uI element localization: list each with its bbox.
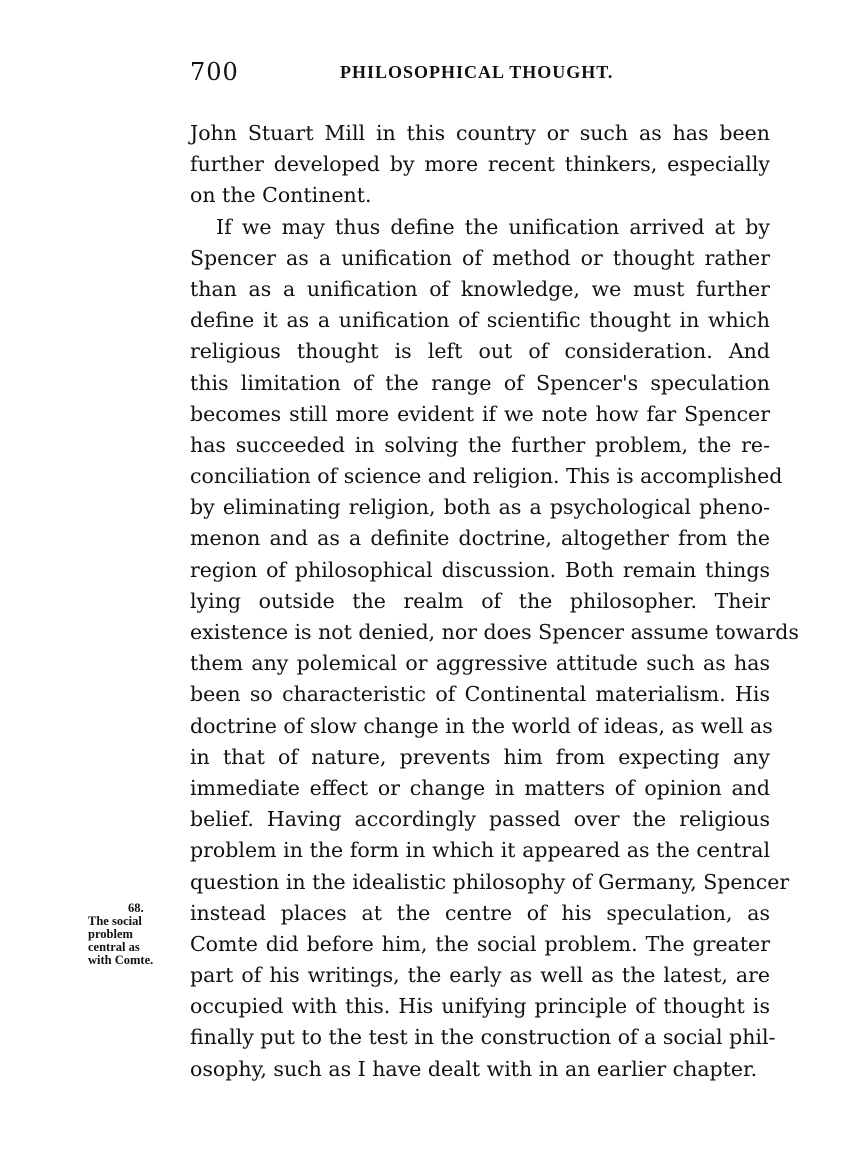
- page-number: 700: [190, 58, 239, 86]
- running-title: PHILOSOPHICAL THOUGHT.: [340, 62, 614, 82]
- text-line: has succeeded in solving the further problem, the re-: [190, 432, 770, 457]
- text-line: part of his writings, the early as well as the latest, are: [190, 963, 770, 988]
- text-line: religious thought is left out of consideration. And: [190, 339, 770, 364]
- text-line: region of philosophical discussion. Both remain things: [190, 557, 770, 582]
- text-line: Spencer as a unification of method or thought rather: [190, 245, 770, 270]
- text-line: menon and as a definite doctrine, altogether from the: [190, 526, 770, 551]
- text-line: than as a unification of knowledge, we must further: [190, 276, 770, 301]
- margin-note-number: 68.: [128, 901, 144, 915]
- text-line: lying outside the realm of the philosopher. Their: [190, 588, 770, 613]
- text-line: define it as a unification of scientific thought in which: [190, 308, 770, 333]
- margin-note-line: central as: [88, 940, 140, 954]
- text-line: becomes still more evident if we note how far Spencer: [190, 401, 770, 426]
- margin-note-line: problem: [88, 927, 133, 941]
- body-text: [190, 118, 799, 1085]
- text-line: on the Continent.: [190, 183, 372, 208]
- text-line: Comte did before him, the social problem. The greater: [190, 931, 770, 956]
- text-line: immediate effect or change in matters of opinion and: [190, 775, 770, 800]
- running-head: [190, 58, 770, 92]
- text-line: them any polemical or aggressive attitude such as has: [190, 651, 770, 676]
- text-line: belief. Having accordingly passed over the religious: [190, 807, 770, 832]
- text-line: If we may thus define the unification arrived at by: [216, 214, 770, 239]
- margin-note-line: with Comte.: [88, 953, 154, 967]
- margin-note-line: The social: [88, 914, 142, 928]
- text-line: instead places at the centre of his speculation, as: [190, 900, 770, 925]
- text-line: in that of nature, prevents him from expecting any: [190, 744, 770, 769]
- text-line: further developed by more recent thinkers, especially: [190, 152, 770, 177]
- text-line: been so characteristic of Continental materialism. His: [190, 682, 770, 707]
- text-line: occupied with this. His unifying principle of thought is: [190, 994, 770, 1019]
- text-line: conciliation of science and religion. This is accomplished: [190, 464, 783, 489]
- margin-note: [88, 902, 188, 967]
- text-line: this limitation of the range of Spencer's speculation: [190, 370, 770, 395]
- text-line: problem in the form in which it appeared as the central: [190, 838, 770, 863]
- text-line: doctrine of slow change in the world of ideas, as well as: [190, 713, 773, 738]
- text-line: existence is not denied, nor does Spencer assume towards: [190, 620, 799, 644]
- text-line: finally put to the test in the construction of a social phil-: [190, 1025, 776, 1050]
- text-line: by eliminating religion, both as a psychological pheno-: [190, 495, 770, 520]
- text-line: osophy, such as I have dealt with in an earlier chapter.: [190, 1056, 758, 1081]
- text-line: John Stuart Mill in this country or such as has been: [190, 121, 770, 145]
- text-line: question in the idealistic philosophy of Germany, Spencer: [190, 869, 790, 894]
